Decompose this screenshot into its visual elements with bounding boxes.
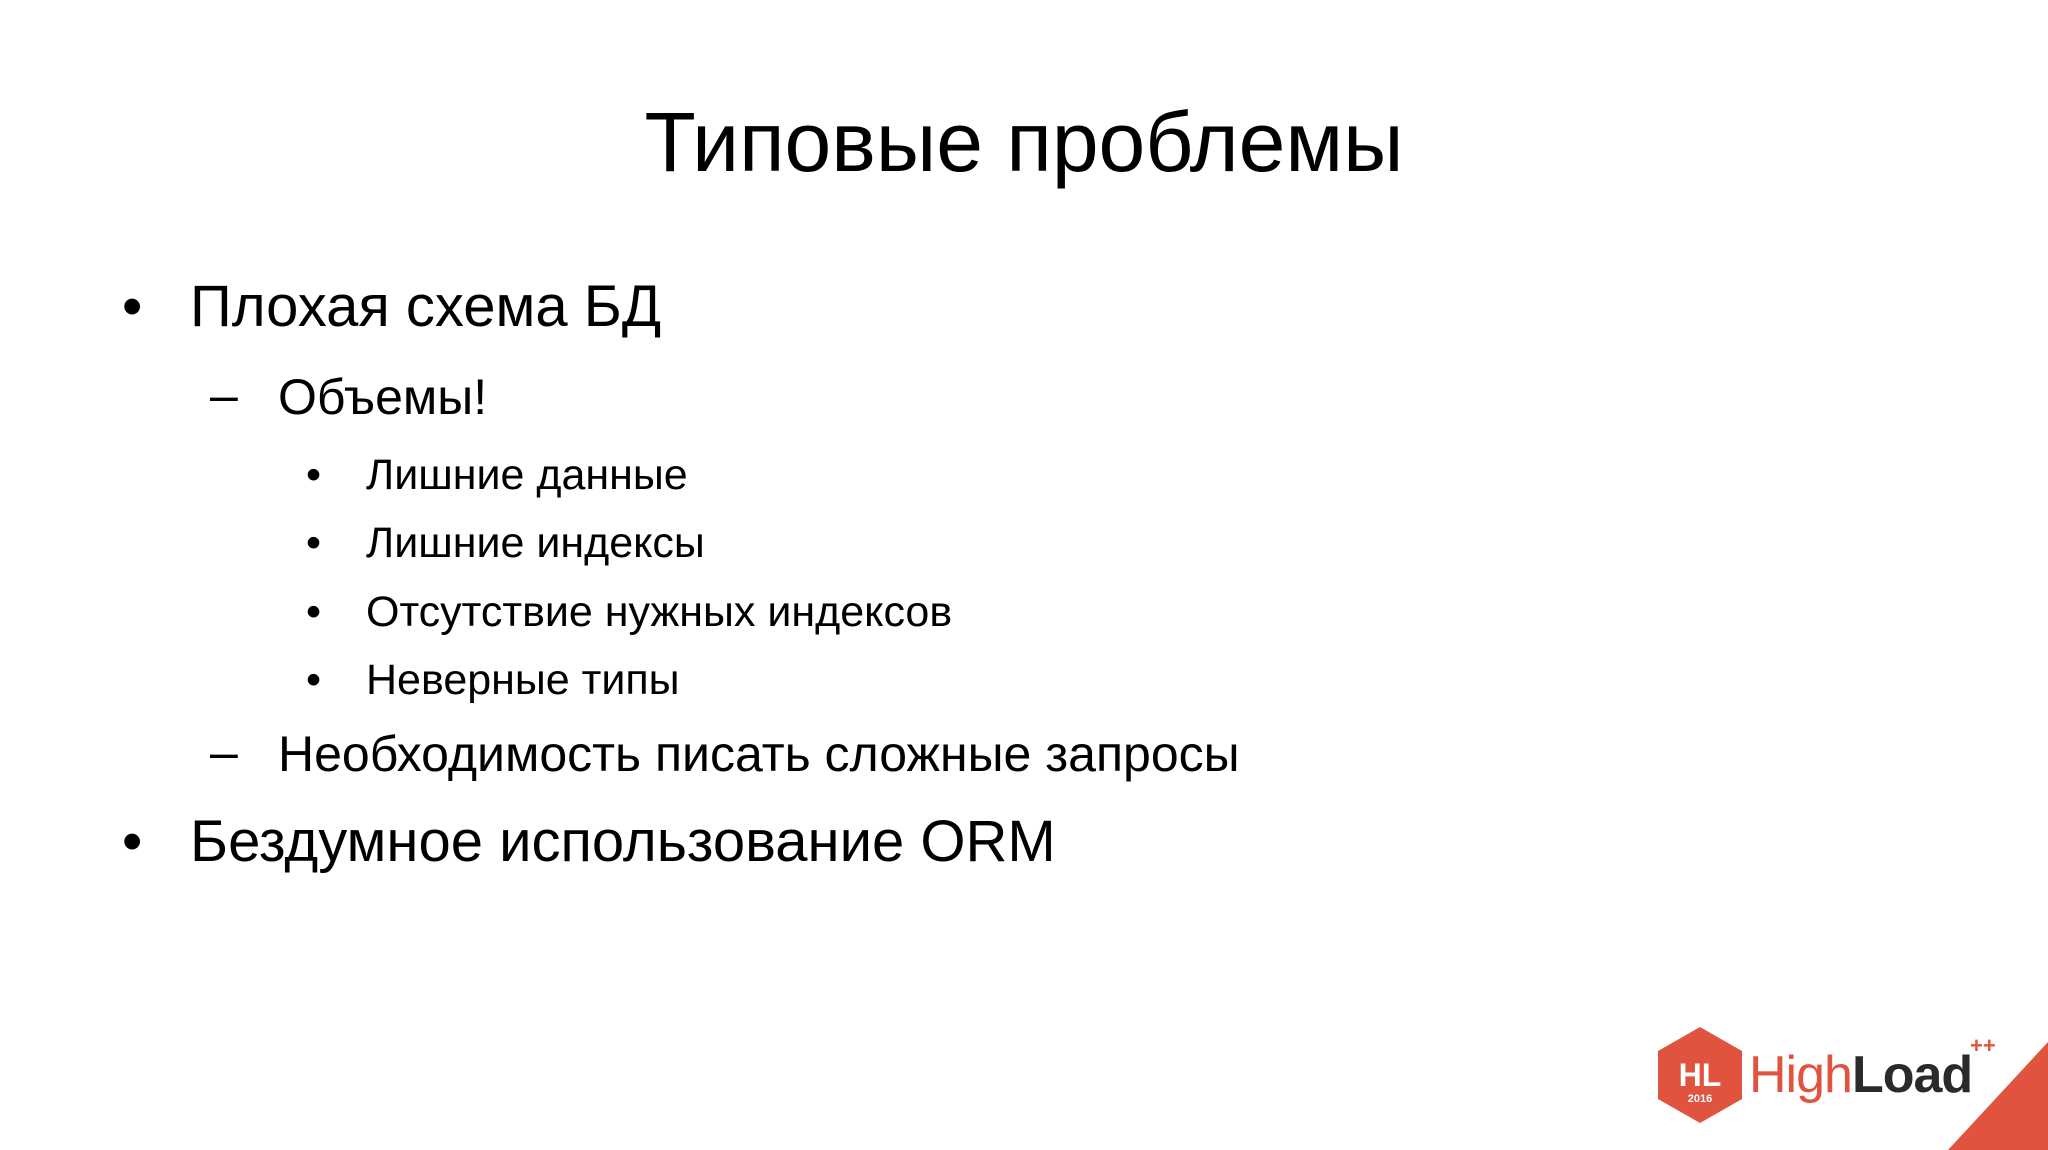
bullet-item-6 bbox=[0, 654, 2048, 706]
bullet-item-3 bbox=[0, 449, 2048, 501]
logo-badge-text: HL bbox=[1678, 1057, 1722, 1093]
bullet-marker: • bbox=[306, 519, 322, 567]
slide-title: Типовые проблемы bbox=[644, 95, 1404, 189]
bullet-text: Объемы! bbox=[278, 369, 488, 425]
highload-logo bbox=[1655, 1025, 2048, 1150]
bullet-text: Неверные типы bbox=[366, 656, 680, 704]
bullet-text: Плохая схема БД bbox=[190, 274, 662, 339]
bullet-marker: • bbox=[306, 588, 322, 636]
bullet-marker: • bbox=[122, 809, 143, 874]
logo-superscript: ++ bbox=[1970, 1033, 1996, 1058]
logo-word-load: Load bbox=[1851, 1046, 1973, 1104]
logo-word-high: High bbox=[1749, 1046, 1852, 1104]
bullet-item-1 bbox=[0, 272, 2048, 342]
bullet-text: Лишние индексы bbox=[366, 519, 705, 567]
bullet-item-5 bbox=[0, 586, 2048, 638]
bullet-item-4 bbox=[0, 517, 2048, 569]
dash-marker: – bbox=[210, 367, 238, 423]
bullet-text: Бездумное использование ORM bbox=[190, 809, 1056, 874]
bullet-text: Необходимость писать сложные запросы bbox=[278, 726, 1240, 782]
bullet-item-7 bbox=[0, 724, 2048, 784]
bullet-text: Отсутствие нужных индексов bbox=[366, 588, 953, 636]
logo-year: 2016 bbox=[1687, 1093, 1713, 1105]
bullet-marker: • bbox=[306, 451, 322, 499]
logo-wordmark bbox=[1749, 1045, 1972, 1105]
bullet-marker: • bbox=[122, 274, 143, 339]
bullet-marker: • bbox=[306, 656, 322, 704]
bullet-text: Лишние данные bbox=[366, 451, 688, 499]
bullet-item-8 bbox=[0, 807, 2048, 877]
bullet-item-2 bbox=[0, 367, 2048, 427]
dash-marker: – bbox=[210, 724, 238, 780]
